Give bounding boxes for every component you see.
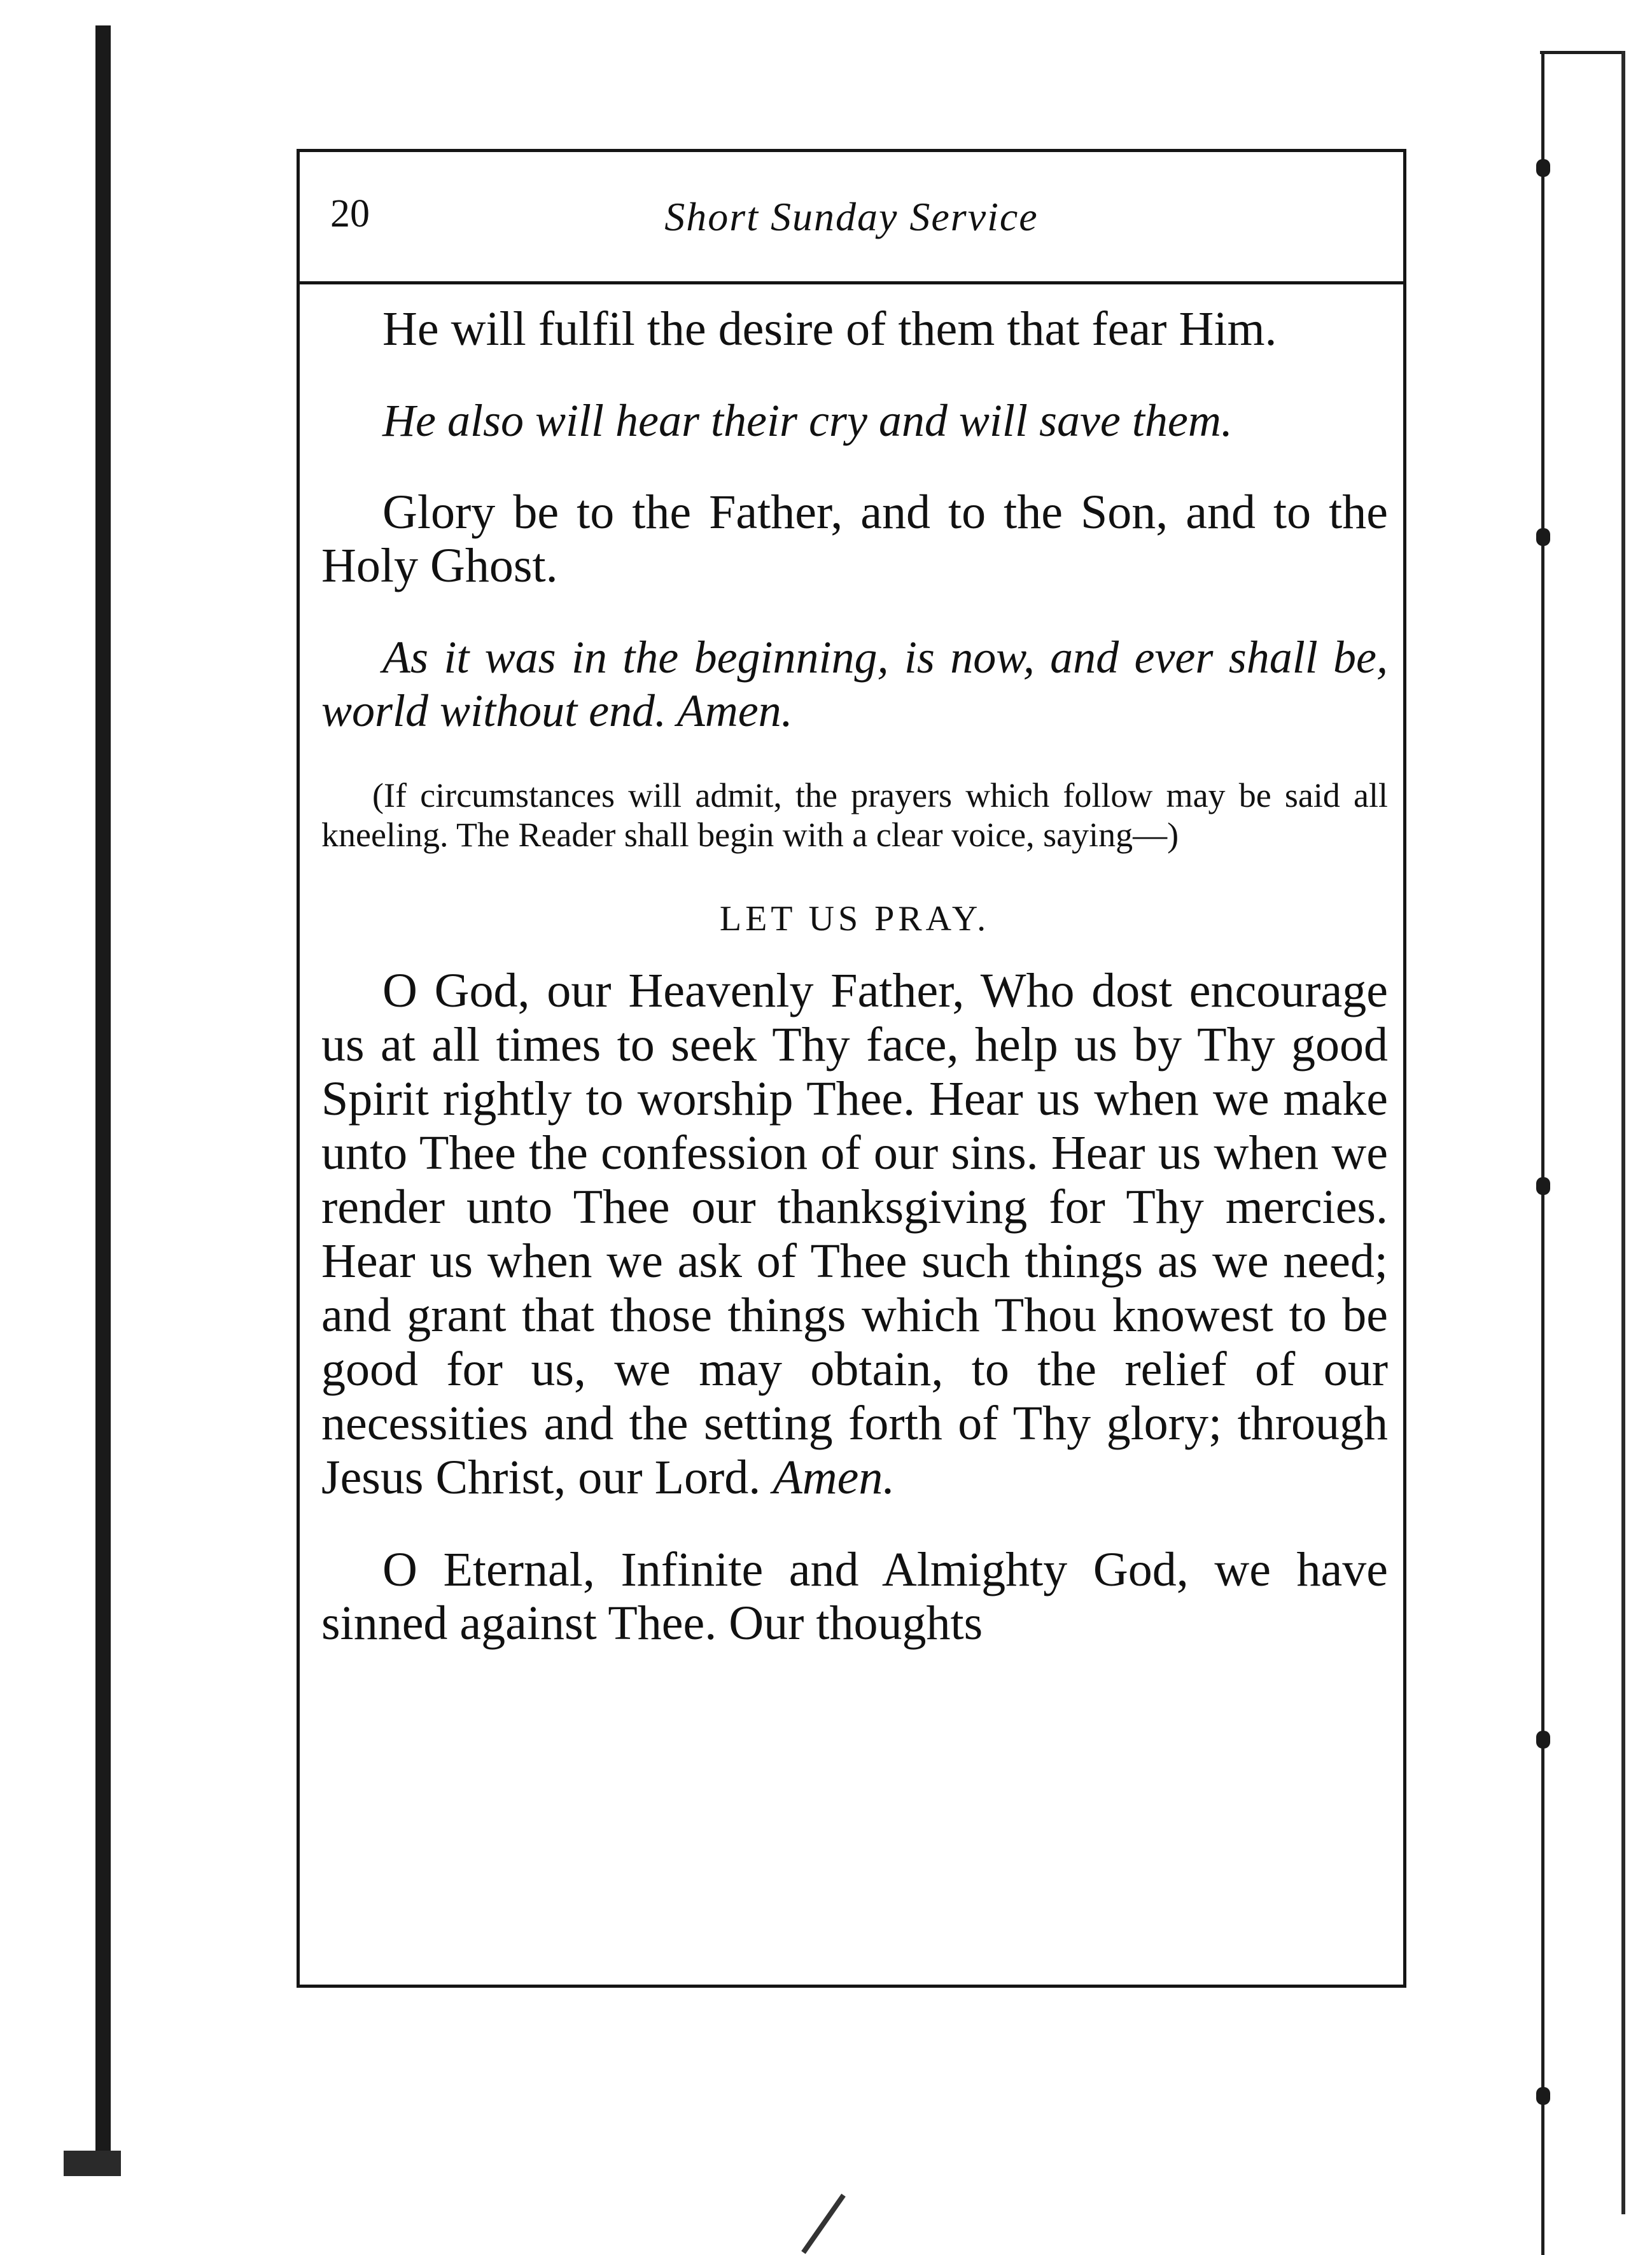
edge-notch — [1536, 528, 1550, 546]
binding-shadow — [64, 2151, 121, 2176]
page-number: 20 — [330, 192, 370, 235]
running-title: Short Sunday Service — [664, 194, 1039, 239]
confession-paragraph: O Eternal, Infinite and Almighty God, we have sinned against Thee. Our thoughts — [321, 1543, 1388, 1650]
gloria-response-paragraph — [321, 631, 1388, 737]
rubric-note: (If circumstances will admit, the prayers which follow may be said all kneeling. The Reader shall begin with a clear voice, saying—) — [321, 776, 1388, 854]
prayer-amen: Amen. — [773, 1451, 895, 1504]
facing-page-edge — [1541, 51, 1544, 2255]
section-heading: LET US PRAY. — [719, 899, 990, 939]
gloria-paragraph: Glory be to the Father, and to the Son, and to the Holy Ghost. — [321, 485, 1388, 592]
prayer-text: O God, our Heavenly Father, Who dost encourage us at all times to seek Thy face, help us by Thy good Spirit rightly to worship Thee. Hear us when we make unto Thee the confession of our sins. Hear us when we render unto Thee our thanksgiving for Thy mercies. Hear us when we ask of Thee such things as we need; and grant that those things which Thou knowest to be good for us, we may obtain, to the relief of our necessities and the setting forth of Thy glory; through Jesus Christ, our Lord. — [321, 964, 1388, 1504]
page-header — [300, 152, 1403, 284]
gloria-response-text: As it was in the beginning, is now, and ever shall be, world without end. — [321, 632, 1388, 736]
edge-notch — [1536, 2087, 1550, 2105]
facing-page-top-edge — [1540, 51, 1623, 54]
verse-paragraph: He will fulfil the desire of them that fear Him. — [382, 302, 1277, 356]
page-body — [321, 302, 1388, 1688]
page-frame — [297, 149, 1406, 1988]
facing-page-outer-edge — [1621, 51, 1625, 2214]
edge-notch — [1536, 1177, 1550, 1195]
response-paragraph: He also will hear their cry and will save them. — [382, 395, 1233, 446]
edge-notch — [1536, 1731, 1550, 1749]
prayer-paragraph — [321, 964, 1388, 1505]
binding-edge — [95, 25, 111, 2170]
gloria-amen: Amen. — [676, 685, 793, 736]
stray-mark — [801, 2194, 846, 2254]
edge-notch — [1536, 159, 1550, 177]
